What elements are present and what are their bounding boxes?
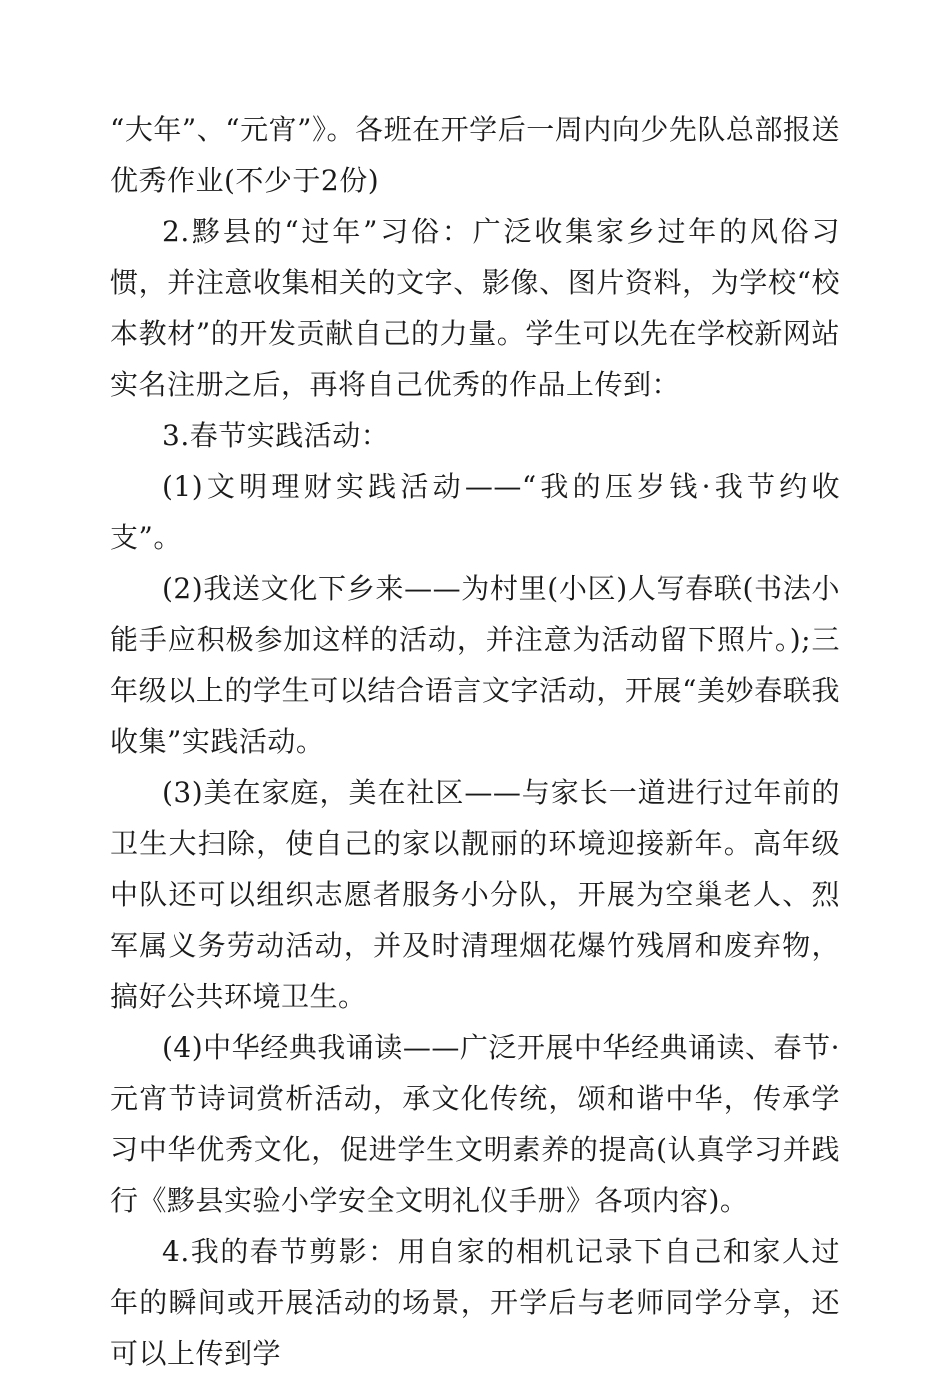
paragraph-item-3-1: (1)文明理财实践活动——“我的压岁钱·我节约收支”。 [110,470,840,554]
document-body [110,104,840,1379]
paragraph-item-3-4: (4)中华经典我诵读——广泛开展中华经典诵读、春节·元宵节诗词赏析活动，承文化传统，颂和谐中华，传承学习中华优秀文化，促进学生文明素养的提高(认真学习并践行《黟县实验小学安全文明礼仪手册》各项内容)。 [110,1031,840,1217]
paragraph-item-3-3: (3)美在家庭，美在社区——与家长一道进行过年前的卫生大扫除，使自己的家以靓丽的环境迎接新年。高年级中队还可以组织志愿者服务小分队，开展为空巢老人、烈军属义务劳动活动，并及时清理烟花爆竹残屑和废弃物，搞好公共环境卫生。 [110,776,840,1013]
paragraph-item-3: 3.春节实践活动： [162,419,390,452]
paragraph-item-2: 2.黟县的“过年”习俗：广泛收集家乡过年的风俗习惯，并注意收集相关的文字、影像、图片资料，为学校“校本教材”的开发贡献自己的力量。学生可以先在学校新网站实名注册之后，再将自己优秀的作品上传到： [110,215,840,401]
paragraph-item-3-2: (2)我送文化下乡来——为村里(小区)人写春联(书法小能手应积极参加这样的活动，并注意为活动留下照片。);三年级以上的学生可以结合语言文字活动，开展“美妙春联我收集”实践活动。 [110,572,840,758]
paragraph-item-4: 4.我的春节剪影：用自家的相机记录下自己和家人过年的瞬间或开展活动的场景，开学后与老师同学分享，还可以上传到学 [110,1235,840,1370]
paragraph-continuation: “大年”、“元宵”》。各班在开学后一周内向少先队总部报送优秀作业(不少于2份) [110,113,840,197]
